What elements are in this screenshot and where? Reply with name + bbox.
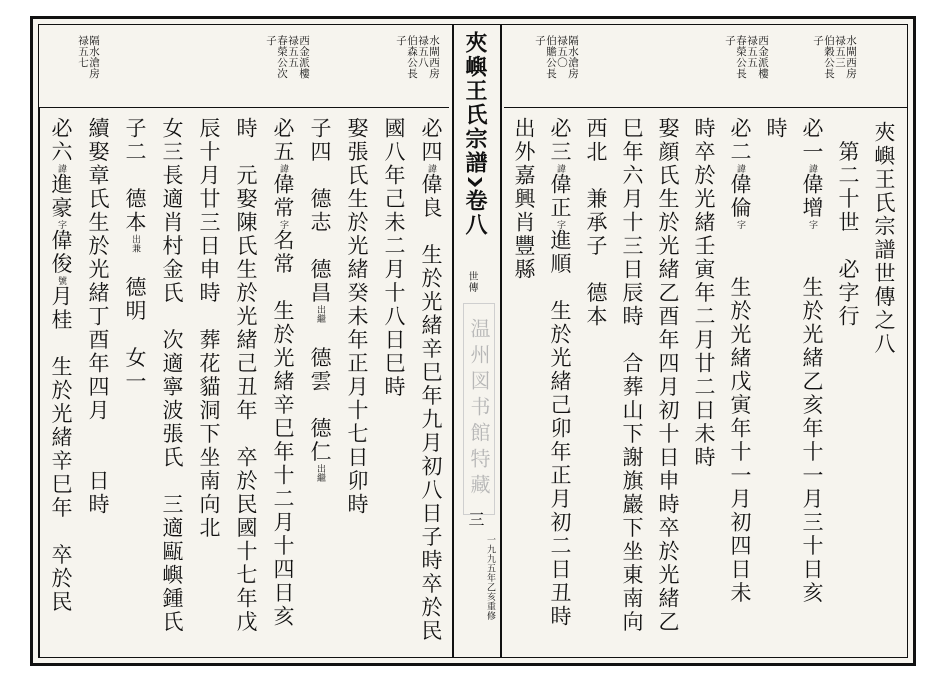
text-segment: 夾嶼王氏宗譜世傳之八 — [872, 121, 896, 356]
text-segment: 字 — [555, 220, 565, 229]
right-header-entry — [534, 35, 578, 79]
text-segment: 生於光緒辛巳年九月初八日子時卒於民 — [419, 220, 443, 643]
text-column — [308, 117, 332, 482]
header-line: 隔水滄房 — [88, 35, 100, 79]
text-segment: 諱 — [807, 164, 817, 173]
text-segment: 娶張氏生於光緒癸未年正月十七日卯時 — [345, 117, 369, 517]
text-segment: 必六 — [49, 117, 73, 164]
spine-section: 世傳 — [466, 271, 477, 293]
header-line: 水閘西房 — [845, 35, 857, 79]
text-segment: 德明 女一 — [123, 252, 147, 394]
header-line: 西金派樓 — [757, 35, 769, 79]
header-line: 子 — [395, 35, 407, 46]
left-header-entry — [77, 35, 99, 79]
header-line: 水閘西房 — [428, 35, 440, 79]
text-segment: 巳年六月十三日辰時 合葬山下謝旗巖下坐東南向 — [620, 117, 644, 634]
text-segment: 字 — [735, 220, 745, 229]
right-header-band — [504, 25, 908, 108]
header-line: 子 — [265, 35, 277, 46]
left-header-band — [39, 25, 449, 108]
text-segment: 娶顔氏生於光緒乙酉年四月初十日申時卒於光緒乙 — [656, 117, 680, 634]
text-segment: 生於光緒乙亥年十一月三十日亥 — [800, 229, 824, 605]
right-header-entry — [724, 35, 768, 79]
text-segment: 出兼 — [130, 234, 140, 253]
text-segment: 號 — [56, 276, 66, 285]
text-segment: 字 — [278, 220, 288, 229]
text-column — [800, 117, 824, 605]
text-column — [620, 117, 644, 634]
text-segment: 進豪 — [49, 173, 73, 220]
text-segment: 女三長適肖村金氏 次適寧波張氏 三適甌嶼鍾氏 — [160, 117, 184, 634]
left-header-entry — [265, 35, 309, 79]
text-segment: 名常 生於光緒辛巳年十二月十四日亥 — [271, 229, 295, 629]
text-column — [728, 117, 752, 605]
text-column — [692, 117, 716, 470]
left-header-entry — [395, 35, 439, 79]
spine-title: 夾嶼王氏宗譜卷八 — [462, 31, 488, 237]
text-column — [656, 117, 680, 634]
text-segment: 出繼 — [315, 464, 325, 482]
text-segment: 諱 — [735, 164, 745, 173]
text-segment: 諱 — [278, 164, 288, 173]
text-segment: 偉增 — [800, 173, 824, 220]
text-column — [234, 117, 258, 634]
text-column — [584, 117, 608, 329]
header-line: 禄五三 — [834, 35, 846, 68]
library-stamp: 温州図书館特藏 — [463, 303, 495, 515]
text-segment: 國八年己未二月十八日巳時 — [382, 117, 406, 399]
header-line: 伯贍公長 — [545, 35, 557, 79]
text-segment: 出繼 — [315, 305, 325, 323]
text-column — [345, 117, 369, 517]
text-segment: 續娶章氏生於光緒丁酉年四月 日時 — [86, 117, 110, 517]
text-segment: 第二十世 必字行 — [836, 117, 860, 329]
header-line: 禄五五 — [287, 35, 299, 68]
text-segment: 必二 — [728, 117, 752, 164]
text-segment: 諱 — [56, 164, 66, 173]
generation-heading — [836, 117, 860, 329]
text-segment: 必三 — [548, 117, 572, 164]
right-header-entry — [812, 35, 856, 79]
text-segment: 必五 — [271, 117, 295, 164]
text-segment: 字 — [56, 220, 66, 229]
left-page — [39, 25, 449, 657]
text-segment: 德雲 德仁 — [308, 323, 332, 464]
text-column — [49, 117, 73, 614]
spine-page-number: 三 — [466, 511, 485, 527]
header-line: 禄五七 — [77, 35, 89, 68]
header-line: 伯森公長 — [406, 35, 418, 79]
text-segment: 時卒於光緒壬寅年二月廿二日未時 — [692, 117, 716, 470]
text-segment: 子四 德志 德昌 — [308, 117, 332, 305]
text-segment: 諱 — [555, 164, 565, 173]
text-column — [271, 117, 295, 629]
header-line: 子 — [724, 35, 736, 46]
header-line: 春榮公次 — [276, 35, 288, 79]
right-page — [504, 25, 908, 657]
text-segment: 偉俊 — [49, 229, 73, 276]
header-line: 春榮公長 — [735, 35, 747, 79]
text-segment: 偉正 — [548, 173, 572, 220]
text-segment: 子二 德本 — [123, 117, 147, 235]
text-column — [160, 117, 184, 634]
header-line: 禄五〇 — [556, 35, 568, 68]
text-segment: 西北 兼承子 德本 — [584, 117, 608, 329]
text-column — [419, 117, 443, 643]
fish-tail-mark-icon — [468, 177, 482, 187]
text-column — [86, 117, 110, 517]
text-column — [123, 117, 147, 394]
text-segment: 時 元娶陳氏生於光緒己丑年 卒於民國十七年戊 — [234, 117, 258, 634]
text-segment: 進順 生於光緒己卯年正月初二日丑時 — [548, 229, 572, 629]
text-segment: 辰十月廿三日申時 葬花貓洞下坐南向北 — [197, 117, 221, 540]
text-column — [512, 117, 536, 282]
column-rule — [39, 107, 40, 657]
header-line: 禄五八 — [417, 35, 429, 68]
text-column — [548, 117, 572, 629]
text-segment: 偉倫 — [728, 173, 752, 220]
center-spine — [452, 25, 502, 657]
text-segment: 時 — [764, 117, 788, 141]
volume-heading — [872, 121, 896, 356]
header-line: 子 — [534, 35, 546, 46]
spine-edition-date: 一九九五年乙亥重修 — [485, 535, 495, 621]
header-line: 西金派樓 — [298, 35, 310, 79]
text-segment: 出外嘉興肖豐縣 — [512, 117, 536, 282]
text-segment: 必四 — [419, 117, 443, 164]
text-column — [382, 117, 406, 399]
text-segment: 月桂 生於光緒辛巳年 卒於民 — [49, 285, 73, 614]
header-line: 伯穀公長 — [823, 35, 835, 79]
text-segment: 偉良 — [419, 173, 443, 220]
header-line: 隔水滄房 — [567, 35, 579, 79]
text-segment: 偉常 — [271, 173, 295, 220]
text-segment: 字 — [807, 220, 817, 229]
text-segment: 諱 — [426, 164, 436, 173]
text-column — [764, 117, 788, 141]
header-line: 子 — [812, 35, 824, 46]
text-column — [197, 117, 221, 540]
text-segment: 生於光緒戊寅年十一月初四日未 — [728, 229, 752, 605]
header-line: 禄五五 — [746, 35, 758, 68]
text-segment: 必一 — [800, 117, 824, 164]
